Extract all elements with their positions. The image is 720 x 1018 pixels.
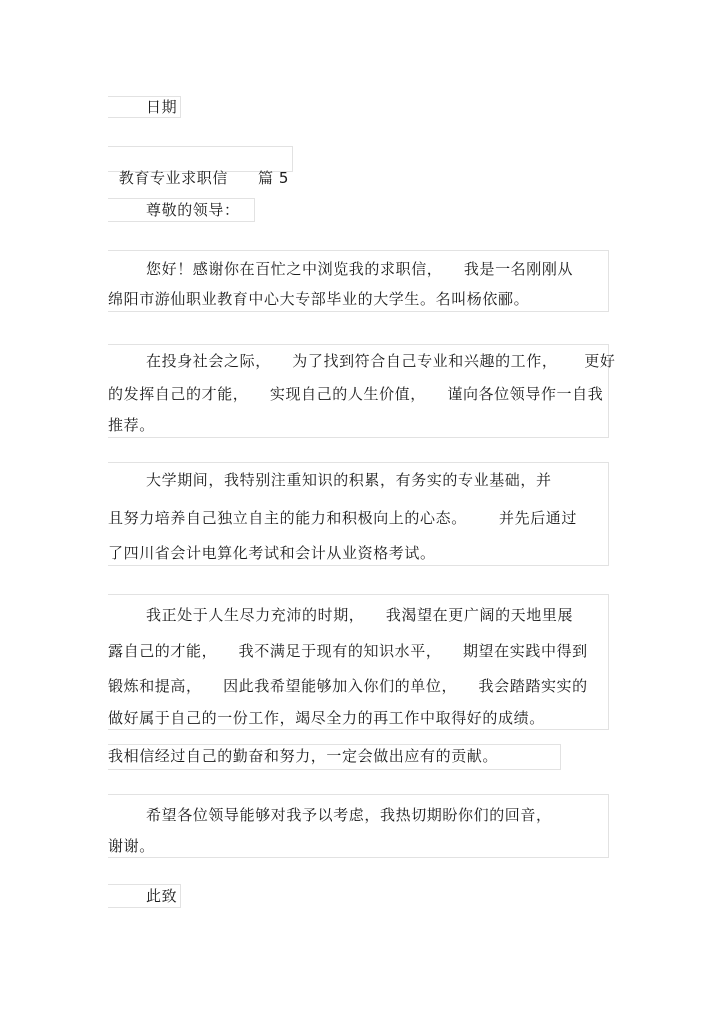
- p5-line-1: 我相信经过自己的勤奋和努力，一定会做出应有的贡献。: [108, 747, 499, 765]
- p2-line-2: 的发挥自己的才能， 实现自己的人生价值， 谨向各位领导作一自我: [108, 385, 604, 403]
- closing: 此致: [146, 887, 178, 905]
- p2-line-1: 在投身社会之际， 为了找到符合自己专业和兴趣的工作， 更好: [146, 352, 616, 370]
- p4-line-1: 我正处于人生尽力充沛的时期， 我渴望在更广阔的天地里展: [146, 606, 574, 624]
- title-part: 篇 5: [257, 169, 290, 187]
- p3-line-3: 了四川省会计电算化考试和会计从业资格考试。: [108, 544, 436, 562]
- date-label: 日期: [146, 98, 178, 116]
- p4-line-3: 锻炼和提高， 因此我希望能够加入你们的单位， 我会踏踏实实的: [108, 677, 588, 695]
- p4-line-2: 露自己的才能， 我不满足于现有的知识水平， 期望在实践中得到: [108, 642, 588, 660]
- p6-line-2: 谢谢。: [108, 837, 155, 855]
- p2-line-3: 推荐。: [108, 416, 155, 434]
- p1-line-1: 您好！感谢你在百忙之中浏览我的求职信， 我是一名刚刚从: [146, 260, 574, 278]
- p6-line-1: 希望各位领导能够对我予以考虑，我热切期盼你们的回音，: [146, 806, 552, 824]
- salutation: 尊敬的领导：: [146, 201, 240, 219]
- p1-line-2: 绵阳市游仙职业教育中心大专部毕业的大学生。名叫杨依郦。: [108, 290, 530, 308]
- p3-line-1: 大学期间，我特别注重知识的积累，有务实的专业基础，并: [146, 471, 552, 489]
- p4-line-4: 做好属于自己的一份工作，竭尽全力的再工作中取得好的成绩。: [108, 709, 545, 727]
- title-text: 教育专业求职信: [118, 169, 228, 187]
- page-title: [108, 148, 289, 188]
- p6-box: [108, 794, 609, 858]
- p3-line-2: 且努力培养自己独立自主的能力和积极向上的心态。 并先后通过: [108, 509, 578, 527]
